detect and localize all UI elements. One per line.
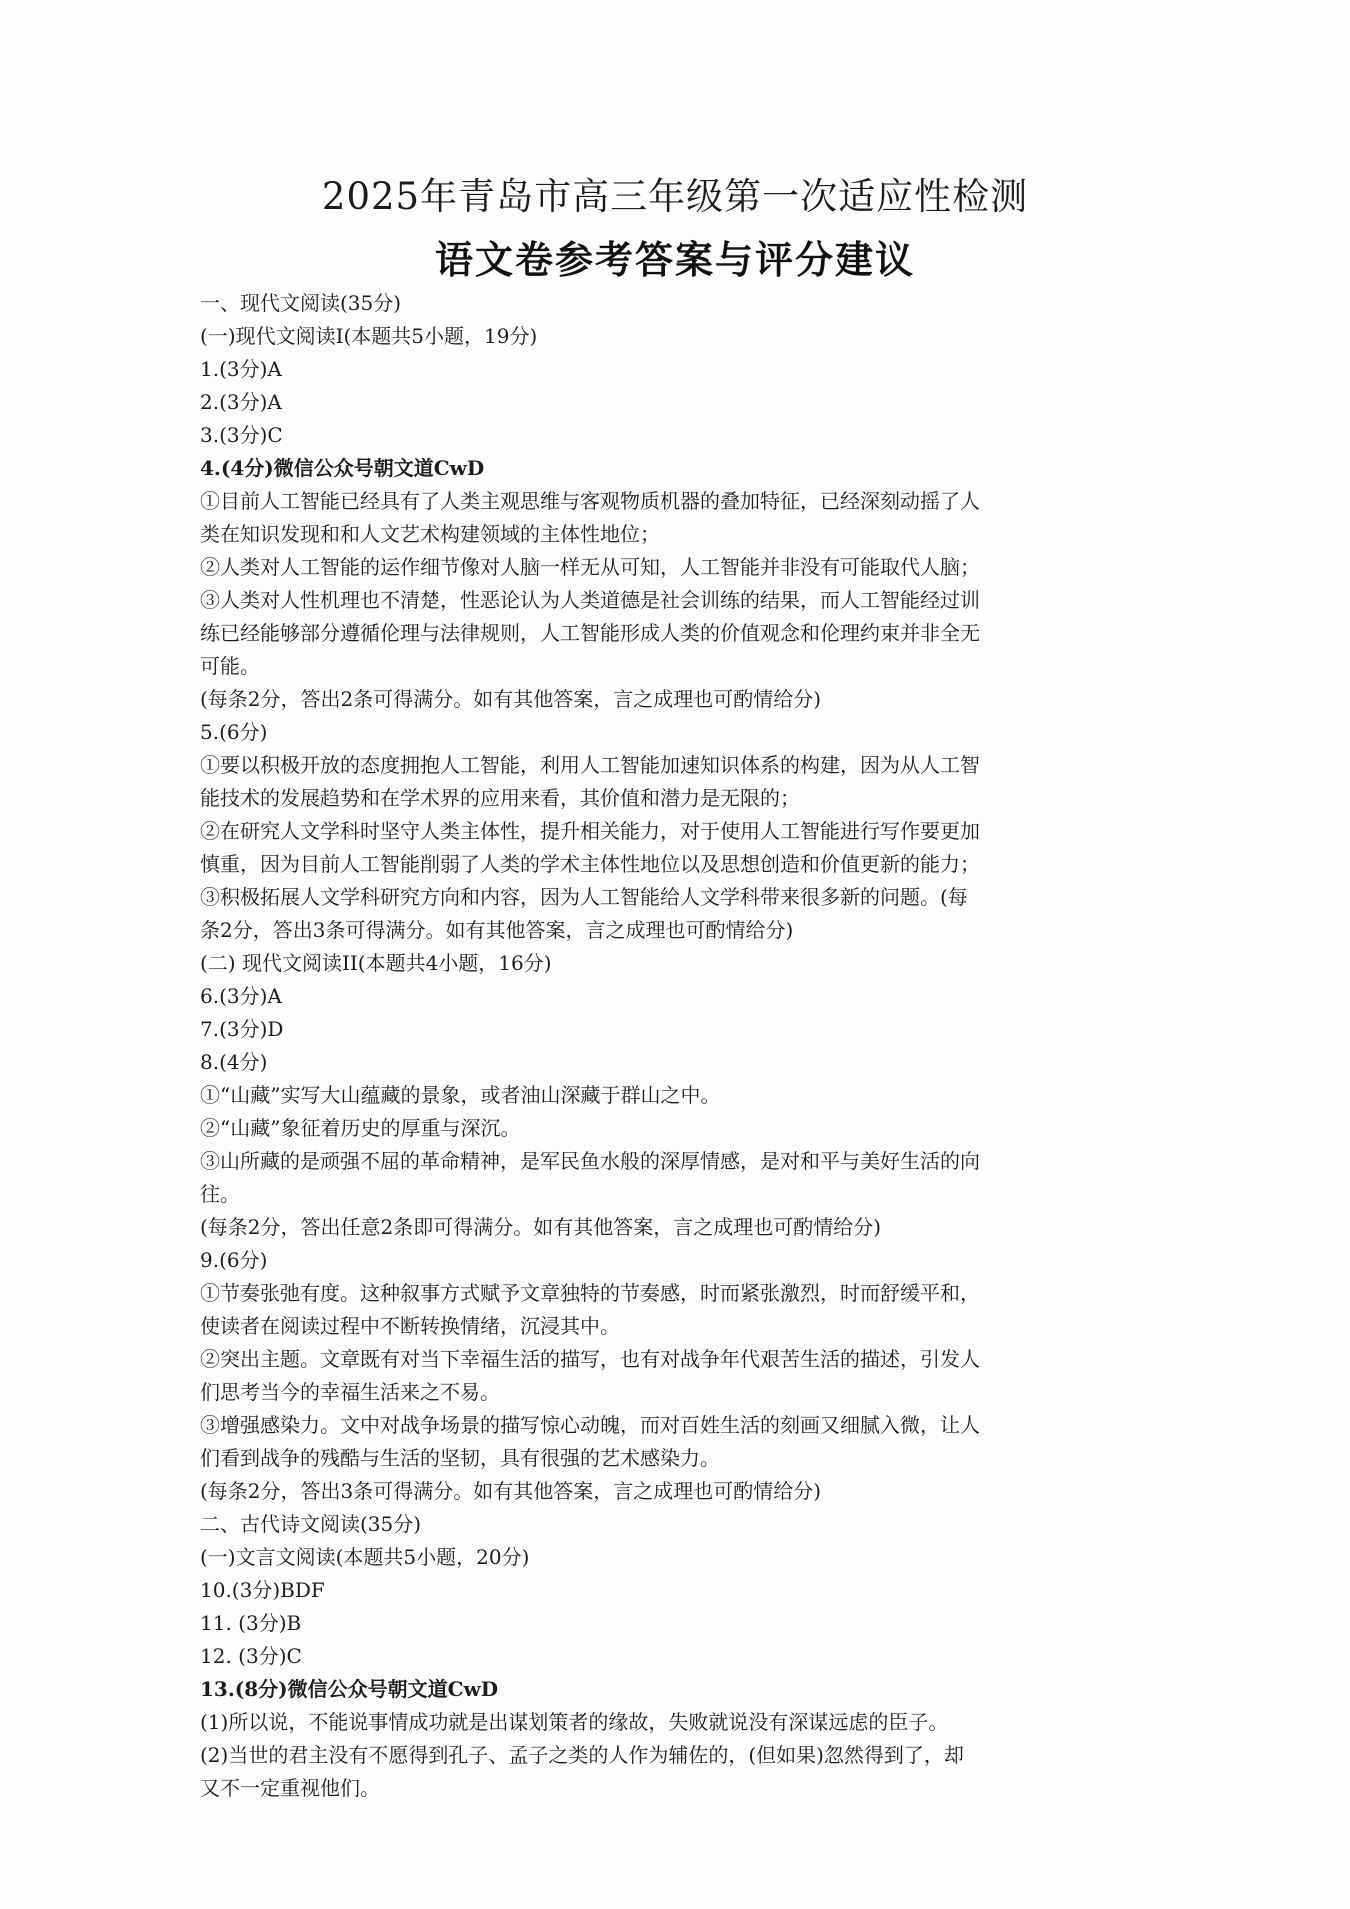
text-line: 13.(8分)微信公众号朝文道CwD [200, 1677, 499, 1701]
text-line: 类在知识发现和和人文艺术构建领域的主体性地位； [200, 522, 660, 546]
text-line: 可能。 [200, 654, 260, 678]
text-line: 能技术的发展趋势和在学术界的应用来看，其价值和潜力是无限的； [200, 786, 800, 810]
text-line: ②人类对人工智能的运作细节像对人脑一样无从可知，人工智能并非没有可能取代人脑； [200, 555, 980, 579]
text-line: 一、现代文阅读(35分) [200, 291, 402, 315]
text-line: ②突出主题。文章既有对当下幸福生活的描写，也有对战争年代艰苦生活的描述，引发人 [200, 1347, 980, 1371]
text-line: 11. (3分)B [200, 1611, 302, 1635]
text-line: 6.(3分)A [200, 984, 282, 1008]
text-line: 9.(6分) [200, 1248, 268, 1272]
text-line: 们思考当今的幸福生活来之不易。 [200, 1380, 500, 1404]
document-subtitle: 语文卷参考答案与评分建议 [434, 237, 915, 282]
text-line: 条2分，答出3条可得满分。如有其他答案，言之成理也可酌情给分) [200, 918, 794, 942]
text-line: ③积极拓展人文学科研究方向和内容，因为人工智能给人文学科带来很多新的问题。(每 [200, 885, 968, 909]
text-line: 们看到战争的残酷与生活的坚韧，具有很强的艺术感染力。 [200, 1446, 720, 1470]
text-line: 使读者在阅读过程中不断转换情绪，沉浸其中。 [200, 1314, 620, 1338]
text-line: (2)当世的君主没有不愿得到孔子、孟子之类的人作为辅佐的，(但如果)忽然得到了，却 [200, 1743, 964, 1767]
text-line: (每条2分，答出3条可得满分。如有其他答案，言之成理也可酌情给分) [200, 1479, 822, 1503]
text-line: 12. (3分)C [200, 1644, 302, 1668]
text-line: (每条2分，答出任意2条即可得满分。如有其他答案，言之成理也可酌情给分) [200, 1215, 882, 1239]
text-line: (1)所以说，不能说事情成功就是出谋划策者的缘故，失败就说没有深谋远虑的臣子。 [200, 1710, 949, 1734]
text-line: ③增强感染力。文中对战争场景的描写惊心动魄，而对百姓生活的刻画又细腻入微，让人 [200, 1413, 980, 1437]
text-line: 1.(3分)A [200, 357, 282, 381]
text-line: 二、古代诗文阅读(35分) [200, 1512, 422, 1536]
text-line: 5.(6分) [200, 720, 268, 744]
text-line: 4.(4分)微信公众号朝文道CwD [200, 456, 485, 480]
text-line: 往。 [200, 1182, 240, 1206]
text-line: 又不一定重视他们。 [200, 1776, 380, 1800]
text-line: ②在研究人文学科时坚守人类主体性，提升相关能力，对于使用人工智能进行写作要更加 [200, 819, 980, 843]
document-title: 2025年青岛市高三年级第一次适应性检测 [321, 175, 1029, 218]
text-line: (一)文言文阅读(本题共5小题，20分) [200, 1545, 530, 1569]
text-line: 7.(3分)D [200, 1017, 284, 1041]
text-line: (每条2分，答出2条可得满分。如有其他答案，言之成理也可酌情给分) [200, 687, 822, 711]
text-line: ①“山藏”实写大山蕴藏的景象，或者油山深藏于群山之中。 [200, 1083, 721, 1107]
text-line: ①目前人工智能已经具有了人类主观思维与客观物质机器的叠加特征，已经深刻动摇了人 [200, 489, 980, 513]
answer-content [200, 287, 1150, 1805]
text-line: ①节奏张弛有度。这种叙事方式赋予文章独特的节奏感，时而紧张激烈，时而舒缓平和， [200, 1281, 980, 1305]
text-line: ②“山藏”象征着历史的厚重与深沉。 [200, 1116, 521, 1140]
text-line: (二) 现代文阅读II(本题共4小题，16分) [200, 951, 552, 975]
text-line: ①要以积极开放的态度拥抱人工智能，利用人工智能加速知识体系的构建，因为从人工智 [200, 753, 980, 777]
text-line: 3.(3分)C [200, 423, 283, 447]
text-line: ③山所藏的是顽强不屈的革命精神，是军民鱼水般的深厚情感，是对和平与美好生活的向 [200, 1149, 980, 1173]
text-line: 2.(3分)A [200, 390, 282, 414]
text-line: 练已经能够部分遵循伦理与法律规则，人工智能形成人类的价值观念和伦理约束并非全无 [200, 621, 980, 645]
text-line: ③人类对人性机理也不清楚，性恶论认为人类道德是社会训练的结果，而人工智能经过训 [200, 588, 980, 612]
text-line: 10.(3分)BDF [200, 1578, 325, 1602]
text-line: 慎重，因为目前人工智能削弱了人类的学术主体性地位以及思想创造和价值更新的能力； [200, 852, 980, 876]
text-line: 8.(4分) [200, 1050, 268, 1074]
text-line: (一)现代文阅读I(本题共5小题，19分) [200, 324, 538, 348]
